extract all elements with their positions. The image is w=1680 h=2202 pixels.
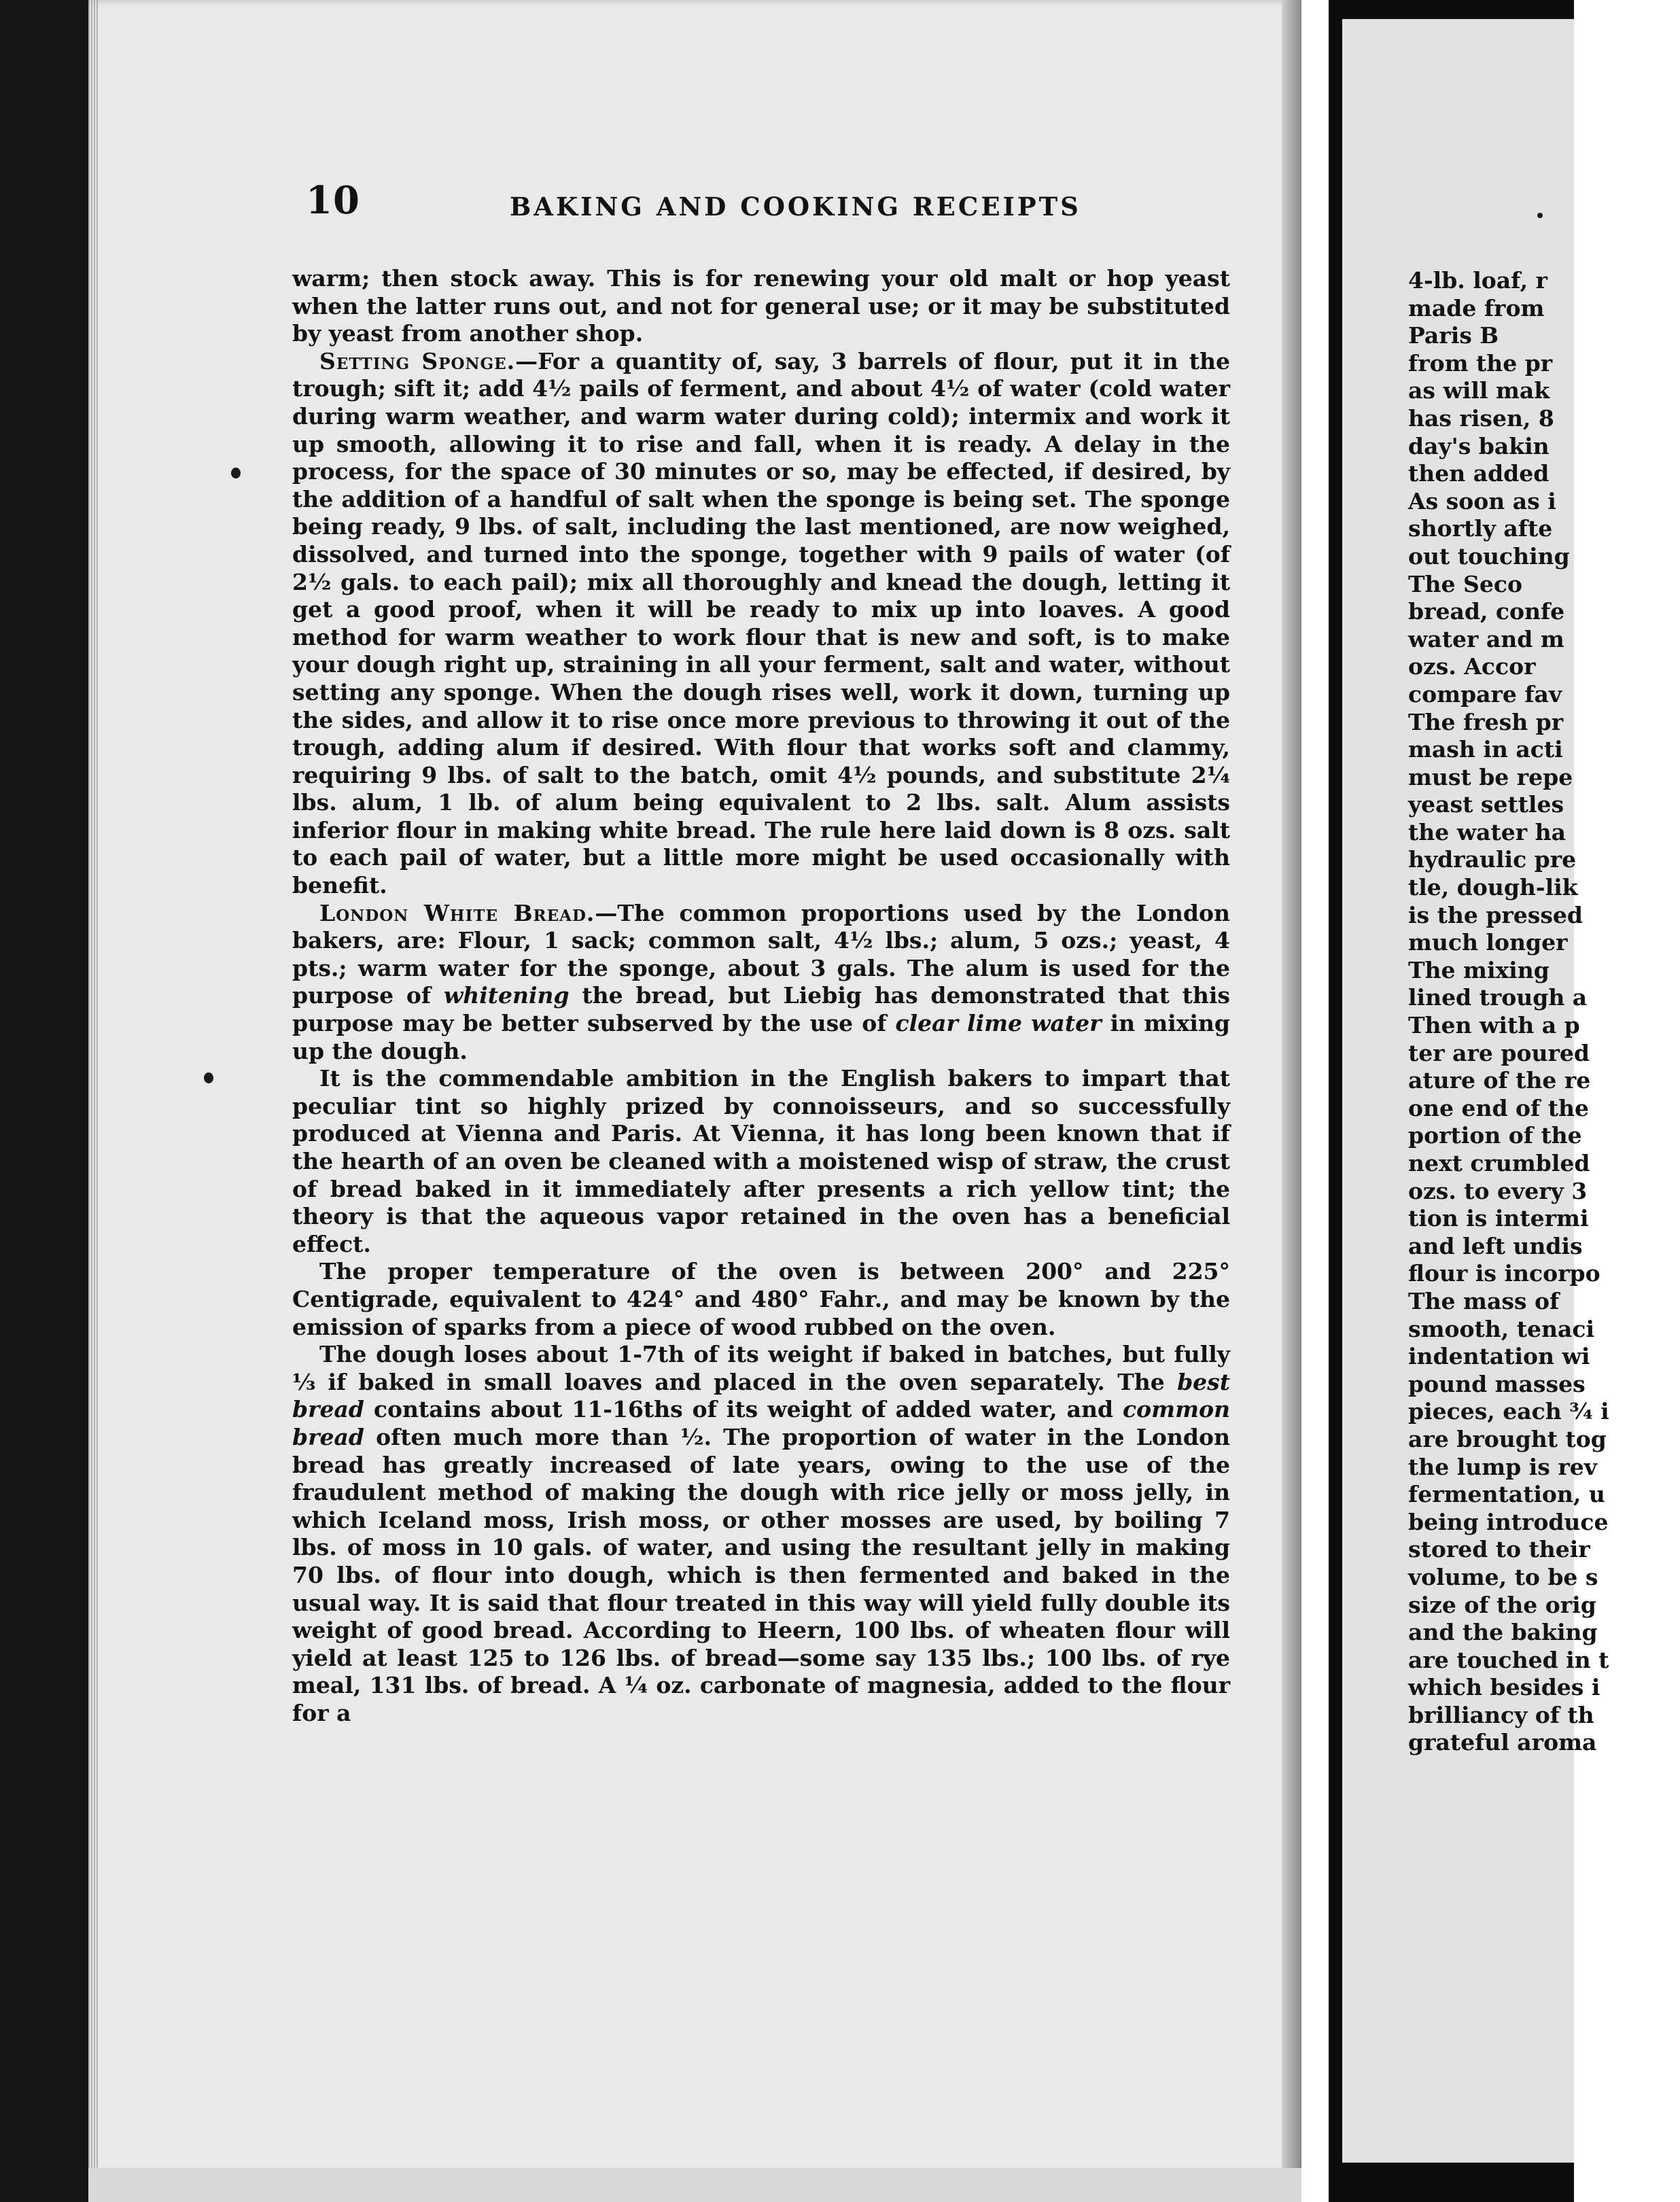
page-edge-lines <box>88 0 98 2202</box>
paragraph-dough-weight <box>292 1341 1230 1727</box>
right-page-line: portion of the <box>1408 1122 1582 1149</box>
right-page-line: next crumbled <box>1408 1150 1590 1176</box>
right-page-line: from the pr <box>1408 349 1553 377</box>
right-page-line: day's bakin <box>1408 432 1550 459</box>
right-page-line: pieces, each ¾ i <box>1408 1398 1609 1425</box>
paragraph-london-white-bread <box>292 900 1230 1066</box>
right-page-line: made from <box>1408 294 1545 321</box>
margin-ink-mark <box>1537 213 1543 218</box>
paragraph-english-bakers <box>292 1065 1230 1258</box>
right-page-line: The Seco <box>1408 570 1522 597</box>
right-page-line: 4-lb. loaf, r <box>1408 267 1548 294</box>
center-gutter <box>1301 0 1329 2202</box>
right-page-line: yeast settles <box>1408 791 1564 818</box>
running-title: BAKING AND COOKING RECEIPTS <box>510 192 1081 222</box>
paragraph-text: —The common proportions used by the London bakers, are: Flour, 1 sack; common salt, 4½ lbs.; alum, 5 ozs.; yeast, 4 pts.; warm water for the sponge, about 3 gals. The alum is used for the purpose of <box>292 899 1230 1009</box>
right-page-line: and left undis <box>1408 1232 1583 1259</box>
right-page-line: compare fav <box>1408 680 1562 707</box>
left-scan-border <box>0 0 88 2202</box>
right-page-line: smooth, tenaci <box>1408 1315 1594 1342</box>
right-page-line: tion is intermi <box>1408 1205 1589 1232</box>
emphasis-text: best bread <box>292 1368 1230 1423</box>
right-scan-border-bottom <box>1329 2163 1574 2202</box>
emphasis-text: whitening <box>443 982 570 1009</box>
right-page-line: fermentation, u <box>1408 1481 1605 1508</box>
right-page-line: stored to their <box>1408 1536 1590 1563</box>
right-page-line: grateful aroma <box>1408 1729 1597 1756</box>
right-page-line: one end of the <box>1408 1094 1589 1121</box>
paragraph-text: The proper temperature of the oven is between 200° and 225° Centigrade, equivalent to 424° and 480° Fahr., and may be known by the emission of sparks from a piece of wood rubbed on the oven. <box>292 1258 1230 1340</box>
paragraph-text: often much more than ½. The proportion of water in the London bread has greatly increased of late years, owing to the use of the fraudulent method of making the dough with rice jelly or moss jelly, in which Iceland moss, Irish moss, or other mosses are used, by boiling 7 lbs. of moss in 10 gals. of water, and using the resultant jelly in making 70 lbs. of flour into dough, which is then fermented and baked in the usual way. It is said that flour treated in this way will yield fully double its weight of good bread. According to Heern, 100 lbs. of wheaten flour will yield at least 125 to 126 lbs. of bread—some say 135 lbs.; 100 lbs. of rye meal, 131 lbs. of bread. A ¼ oz. carbonate of magnesia, added to the flour for a <box>292 1423 1230 1726</box>
left-page-bottom <box>88 2168 1301 2202</box>
right-page-line: shortly afte <box>1408 515 1553 542</box>
paragraph-text: It is the commendable ambition in the English bakers to impart that peculiar tint so highly prized by connoisseurs, and so successfully produced at Vienna and Paris. At Vienna, it has long been known that if the hearth of an oven be cleaned with a moistened wisp of straw, the crust of bread baked in it immediately after presents a rich yellow tint; the theory is that the aqueous vapor retained in the oven has a beneficial effect. <box>292 1065 1230 1257</box>
right-page-line: Then with a p <box>1408 1012 1580 1039</box>
right-page-line: is the pressed <box>1408 901 1583 928</box>
right-page-line: the water ha <box>1408 818 1566 845</box>
paragraph-text: the bread, but Liebig has demonstrated that this purpose may be better subserved by the use of <box>292 982 1230 1037</box>
right-page-line: Paris B <box>1408 322 1499 349</box>
right-page-line: has risen, 8 <box>1408 404 1554 432</box>
paragraph-text: contains about 11-16ths of its weight of added water, and <box>364 1396 1123 1423</box>
right-page-line: which besides i <box>1408 1674 1600 1701</box>
right-page-line: brilliancy of th <box>1408 1701 1594 1728</box>
paragraph-setting-sponge <box>292 348 1230 900</box>
right-page-line: water and m <box>1408 625 1564 652</box>
left-page-body <box>292 265 1230 1727</box>
right-page-line: volume, to be s <box>1408 1563 1598 1590</box>
right-page-line: ature of the re <box>1408 1067 1591 1094</box>
right-page-line: flour is incorpo <box>1408 1260 1600 1287</box>
right-page-line: The mixing <box>1408 956 1550 983</box>
right-page-line: tle, dough-lik <box>1408 874 1578 901</box>
margin-ink-mark <box>231 468 241 478</box>
right-page-line: ter are poured <box>1408 1039 1590 1066</box>
right-page-line: As soon as i <box>1408 487 1556 514</box>
paragraph-text: warm; then stock away. This is for renewing your old malt or hop yeast when the latter runs out, and not for general use; or it may be substituted by yeast from another shop. <box>292 265 1230 347</box>
right-page-line: ozs. Accor <box>1408 653 1536 680</box>
paragraph-oven-temperature <box>292 1258 1230 1341</box>
right-page-line: indentation wi <box>1408 1343 1590 1370</box>
right-page-line: are brought tog <box>1408 1425 1607 1452</box>
section-heading: Setting Sponge. <box>319 347 516 374</box>
right-page-line: the lump is rev <box>1408 1453 1597 1480</box>
right-page-line: must be repe <box>1408 763 1573 790</box>
right-page-line: pound masses <box>1408 1370 1586 1397</box>
page-number: 10 <box>306 178 360 223</box>
right-page-line: lined trough a <box>1408 984 1588 1011</box>
right-page-line: mash in acti <box>1408 736 1563 763</box>
right-page-line: are touched in t <box>1408 1646 1609 1673</box>
right-page-line: bread, confe <box>1408 598 1565 625</box>
right-page-line: hydraulic pre <box>1408 846 1577 873</box>
emphasis-text: clear lime water <box>895 1010 1102 1037</box>
right-page-body <box>1408 267 1680 1757</box>
right-page-line: size of the orig <box>1408 1591 1596 1618</box>
running-head <box>306 178 1244 239</box>
right-scan-border-top <box>1329 0 1574 19</box>
right-page-line: ozs. to every 3 <box>1408 1177 1588 1204</box>
paragraph-text: —For a quantity of, say, 3 barrels of flour, put it in the trough; sift it; add 4½ pails of ferment, and about 4½ of water (cold water during warm weather, and warm water during cold); intermix and work it up smooth, allowing it to rise and fall, when it is ready. A delay in the process, for the space of 30 minutes or so, may be effected, if desired, by the addition of a handful of salt when the sponge is being set. The sponge being ready, 9 lbs. of salt, including the last mentioned, are now weighed, dissolved, and turned into the sponge, together with 9 pails of water (of 2½ gals. to each pail); mix all thoroughly and knead the dough, letting it get a good proof, when it will be ready to mix up into loaves. A good method for warm weather to work flour that is new and soft, is to make your dough right up, straining in all your ferment, salt and water, without setting any sponge. When the dough rises well, work it down, turning up the sides, and allow it to rise once more previous to throwing it out of the trough, adding alum if desired. With flour that works soft and clammy, requiring 9 lbs. of salt to the batch, omit 4½ pounds, and substitute 2¼ lbs. alum, 1 lb. of alum being equivalent to 2 lbs. salt. Alum assists inferior flour in making white bread. The rule here laid down is 8 ozs. salt to each pail of water, but a little more might be used occasionally with benefit. <box>292 347 1230 899</box>
right-page-line: The fresh pr <box>1408 708 1564 735</box>
right-page-line: being introduce <box>1408 1508 1609 1535</box>
paragraph-continuation <box>292 265 1230 348</box>
paragraph-text: in mixing up the dough. <box>292 1010 1230 1064</box>
section-heading: London White Bread. <box>319 899 595 926</box>
right-page-line: as will mak <box>1408 377 1550 404</box>
right-page-line: out touching <box>1408 542 1570 570</box>
right-page-line: and the baking <box>1408 1619 1598 1646</box>
right-page-line: much longer <box>1408 929 1568 956</box>
emphasis-text: common bread <box>292 1396 1230 1450</box>
right-page-line: then added <box>1408 460 1550 487</box>
paragraph-text: The dough loses about 1-7th of its weight if baked in batches, but fully ⅓ if baked in small loaves and placed in the oven separately. The <box>292 1341 1230 1395</box>
right-page-line: The mass of <box>1408 1287 1560 1314</box>
margin-ink-mark <box>204 1072 213 1083</box>
